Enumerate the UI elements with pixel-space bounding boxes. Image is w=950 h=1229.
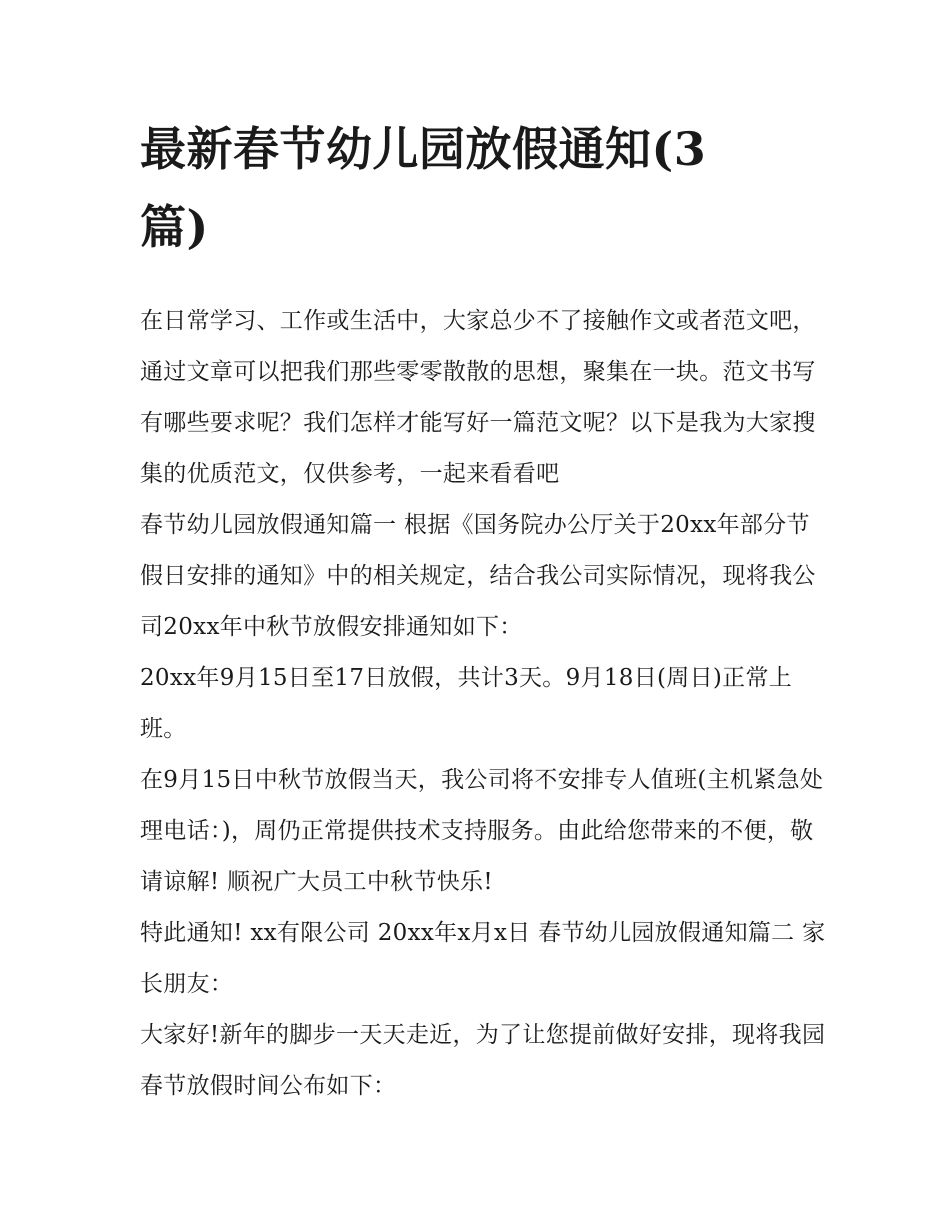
- document-body: [140, 296, 830, 1112]
- document-title: 最新春节幼儿园放假通知(3篇): [140, 122, 707, 254]
- paragraph-intro: 在日常学习、工作或生活中，大家总少不了接触作文或者范文吧，通过文章可以把我们那些零零散散的思想，聚集在一块。范文书写有哪些要求呢？我们怎样才能写好一篇范文呢？以下是我为大家搜集的优质范文，仅供参考，一起来看看吧: [140, 308, 816, 487]
- paragraph-holiday-dates: 20xx年9月15日至17日放假，共计3天。9月18日(周日)正常上班。: [140, 665, 793, 742]
- paragraph-notice-one: 春节幼儿园放假通知篇一 根据《国务院办公厅关于20xx年部分节假日安排的通知》中的相关规定，结合我公司实际情况，现将我公司20xx年中秋节放假安排通知如下：: [140, 512, 816, 640]
- document-page: [140, 110, 830, 1112]
- paragraph-notice-two: 大家好!新年的脚步一天天走近，为了让您提前做好安排，现将我园春节放假时间公布如下：: [140, 1022, 826, 1099]
- paragraph-duty-arrangement: 在9月15日中秋节放假当天，我公司将不安排专人值班(主机紧急处理电话：)，周仍正常提供技术支持服务。由此给您带来的不便，敬请谅解! 顺祝广大员工中秋节快乐!: [140, 767, 824, 895]
- paragraph-signature: 特此通知! xx有限公司 20xx年x月x日 春节幼儿园放假通知篇二 家长朋友：: [140, 920, 826, 997]
